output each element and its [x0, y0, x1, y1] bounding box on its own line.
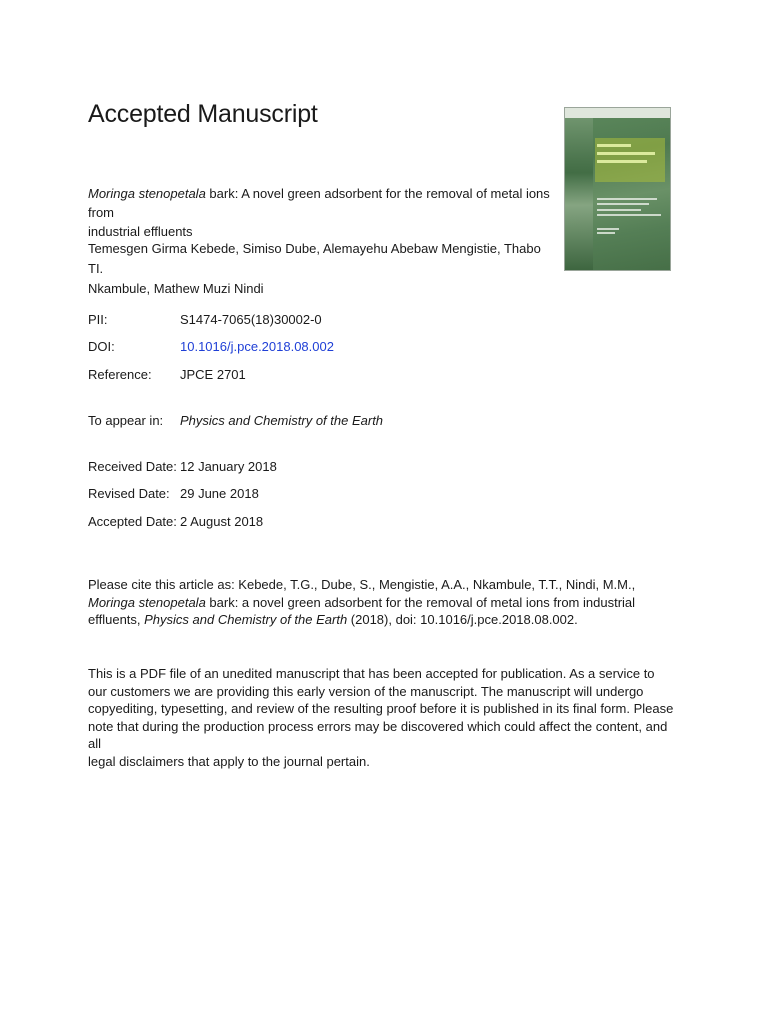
- article-title-line2: industrial effluents: [88, 224, 193, 239]
- article-title-rest: bark: A novel green adsorbent for the removal of metal ions from: [88, 186, 550, 220]
- disclaimer-line1: This is a PDF file of an unedited manuscript that has been accepted for publication. As a service to: [88, 666, 655, 681]
- revised-row: [88, 485, 259, 503]
- appear-in-row: [88, 412, 384, 430]
- reference-value: JPCE 2701: [180, 367, 246, 382]
- reference-label: Reference:: [88, 367, 152, 382]
- accepted-label: Accepted Date:: [88, 514, 177, 529]
- doi-row: [88, 338, 334, 356]
- disclaimer-line3: copyediting, typesetting, and review of the resulting proof before it is published in its final form. Please: [88, 701, 674, 716]
- citation-line3-end: (2018), doi: 10.1016/j.pce.2018.08.002.: [347, 612, 578, 627]
- page-heading: Accepted Manuscript: [88, 100, 318, 128]
- journal-cover-image: [564, 107, 671, 271]
- citation-species: Moringa stenopetala: [88, 594, 206, 610]
- revised-value: 29 June 2018: [180, 486, 259, 501]
- author-list: [88, 239, 558, 299]
- received-value: 12 January 2018: [180, 459, 277, 474]
- doi-link[interactable]: 10.1016/j.pce.2018.08.002: [180, 339, 334, 354]
- disclaimer-paragraph: [88, 665, 678, 770]
- article-title-species: Moringa stenopetala: [88, 186, 206, 201]
- authors-line1: Temesgen Girma Kebede, Simiso Dube, Alemayehu Abebaw Mengistie, Thabo TI.: [88, 241, 541, 276]
- citation-paragraph: [88, 576, 678, 629]
- disclaimer-line2: our customers we are providing this early version of the manuscript. The manuscript will undergo: [88, 683, 644, 699]
- pii-value: S1474-7065(18)30002-0: [180, 312, 322, 327]
- citation-line1: Please cite this article as: Kebede, T.G., Dube, S., Mengistie, A.A., Nkambule, T.T., Nindi, M.M.,: [88, 577, 636, 592]
- received-row: [88, 458, 277, 476]
- citation-line2: bark: a novel green adsorbent for the removal of metal ions from industrial: [205, 594, 636, 610]
- citation-line3-start: effluents,: [88, 612, 145, 627]
- disclaimer-line4: note that during the production process errors may be discovered which could affect the content, and all: [88, 718, 668, 751]
- pii-row: [88, 311, 322, 329]
- article-title: [88, 184, 568, 241]
- appear-in-label: To appear in:: [88, 413, 164, 428]
- pii-label: PII:: [88, 312, 108, 327]
- disclaimer-line5: legal disclaimers that apply to the journal pertain.: [88, 753, 370, 769]
- citation-journal: Physics and Chemistry of the Earth: [144, 612, 348, 627]
- reference-row: [88, 366, 246, 384]
- authors-line2: Nkambule, Mathew Muzi Nindi: [88, 281, 264, 296]
- doi-label: DOI:: [88, 339, 115, 354]
- received-label: Received Date:: [88, 459, 177, 474]
- accepted-row: [88, 513, 264, 531]
- accepted-value: 2 August 2018: [180, 514, 264, 529]
- journal-name: Physics and Chemistry of the Earth: [180, 413, 384, 428]
- revised-label: Revised Date:: [88, 486, 170, 501]
